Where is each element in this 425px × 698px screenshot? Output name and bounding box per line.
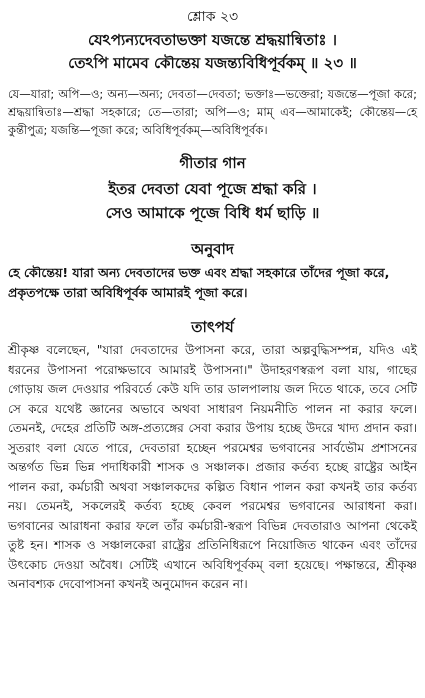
translation-heading: অনুবাদ (191, 240, 234, 258)
word-meanings: যে—যারা; অপি—ও; অন্য—অন্য; দেবতা—দেবতা; ভক্তাঃ—ভক্তেরা; যজন্তে—পূজা করে; শ্রদ্ধয়ান্বিতাঃ—শ্রদ্ধা সহকারে; তে—তারা; অপি—ও; মাম্‌ এব—আমাকেই; কৌন্তেয়—হে কুন্তীপুত্র; যজন্তি—পূজা করে; অবিধিপূর্বকম্‌—অবিধিপূর্বক। (8, 87, 417, 137)
purport-text (8, 341, 417, 595)
song-text (8, 177, 417, 225)
verse-title: শ্লোক ২৩ (186, 9, 239, 25)
song-line-1: ইতর দেবতা যেবা পূজে শ্রদ্ধা করি । (108, 180, 317, 198)
purport-heading: তাৎপর্য (191, 318, 234, 336)
song-heading: গীতার গান (179, 154, 246, 172)
song-line-2: সেও আমাকে পূজে বিধি ধর্ম ছাড়ি ॥ (105, 204, 320, 222)
verse-line-2: তেঽপি মামেব কৌন্তেয় যজন্ত্যবিধিপূর্বকম্‌ ॥ ২৩ ॥ (68, 54, 357, 72)
purport-paragraph: শ্রীকৃষ্ণ বলেছেন, "যারা দেবতাদের উপাসনা করে, তারা অল্পবুদ্ধিসম্পন্ন, যদিও এই ধরনের উপাসনা পরোক্ষভাবে আমারই উপাসনা।" উদাহরণস্বরূপ বলা যায়, গাছের গোড়ায় জল দেওয়ার পরিবর্তে কেউ যদি তার ডালপালায় জল দিতে থাকে, তবে সেটি সে করে যথেষ্ট জ্ঞানের অভাবে অথবা সাধারণ নিয়মনীতি পালন না করার ফলে। তেমনই, দেহের প্রতিটি অঙ্গ-প্রত্যঙ্গের সেবা করার উপায় হচ্ছে উদরে খাদ্য প্রদান করা। সুতরাং বলা যেতে পারে, দেবতারা হচ্ছেন পরমেশ্বর ভগবানের সার্বভৌম প্রশাসনের অন্তর্গত ভিন্ন ভিন্ন পদাধিকারী শাসক ও সঞ্চালক। প্রজার কর্তব্য হচ্ছে রাষ্ট্রের আইন পালন করা, কর্মচারী অথবা সঞ্চালকদের কল্পিত বিধান পালন করা কখনই তার কর্তব্য নয়। তেমনই, সকলেরই কর্তব্য হচ্ছে কেবল পরমেশ্বর ভগবানের আরাধনা করা। ভগবানের আরাধনা করার ফলে তাঁর কর্মচারী-স্বরূপ বিভিন্ন দেবতারাও আপনা থেকেই তুষ্ট হন। শাসক ও সঞ্চালকেরা রাষ্ট্রের প্রতিনিধিরূপে নিয়োজিত থাকেন এবং তাঁদের উৎকোচ দেওয়া অবৈধ। সেটিই এখানে অবিধিপূর্বকম্‌ বলা হয়েছে। পক্ষান্তরে, শ্রীকৃষ্ণ অনাবশ্যক দেবোপাসনা কখনই অনুমোদন করেন না। (8, 343, 417, 591)
verse-text (8, 29, 417, 75)
translation-text: হে কৌন্তেয়! যারা অন্য দেবতাদের ভক্ত এবং শ্রদ্ধা সহকারে তাঁদের পূজা করে, প্রকৃতপক্ষে তারা অবিধিপূর্বক আমারই পূজা করে। (8, 265, 390, 300)
verse-line-1: যেঽপ্যন্যদেবতাভক্তা যজন্তে শ্রদ্ধয়ান্বিতাঃ । (87, 31, 338, 49)
